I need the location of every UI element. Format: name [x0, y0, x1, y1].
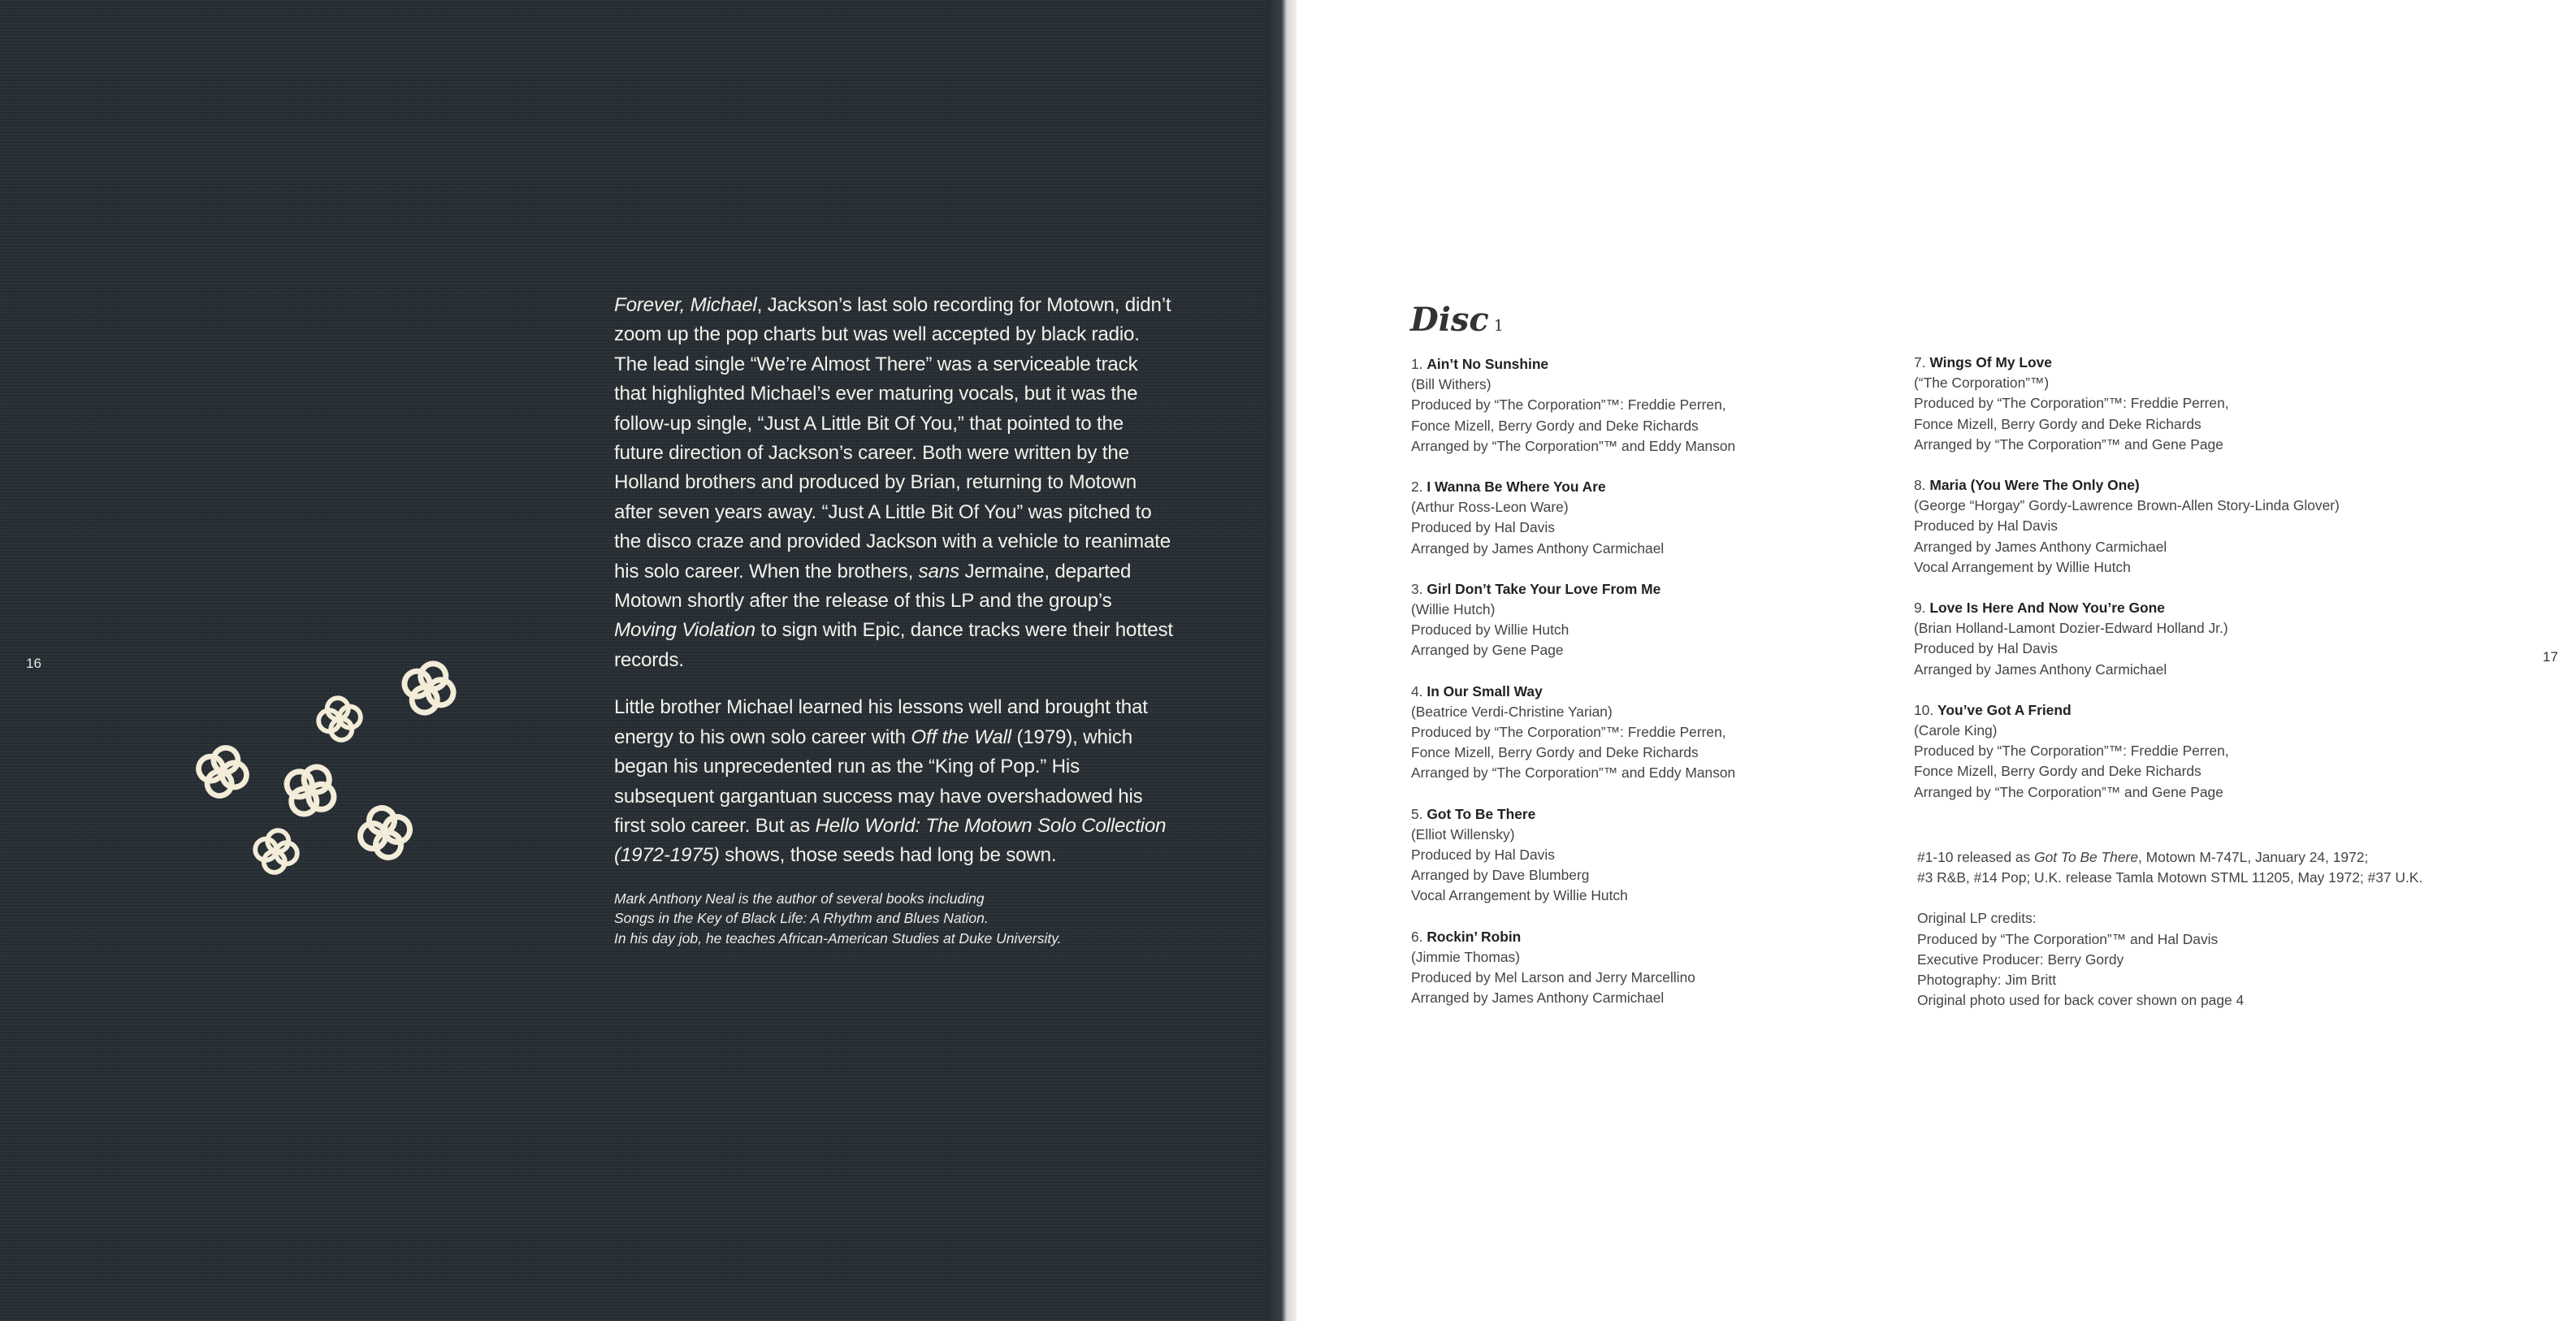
track-number: 4. — [1411, 682, 1423, 699]
disc-heading — [1410, 301, 1504, 339]
track-heading — [1914, 475, 2483, 496]
track-title: Girl Don’t Take Your Love From Me — [1427, 580, 1661, 597]
credits-line: Original LP credits: — [1917, 910, 2037, 927]
track-entry — [1914, 475, 2483, 578]
flower-6 — [252, 827, 301, 876]
track-songwriters: (“The Corporation”™) — [1914, 375, 2050, 392]
flower-5 — [354, 802, 416, 864]
track-credit-line: Fonce Mizell, Berry Gordy and Deke Richards — [1914, 763, 2202, 780]
track-songwriters: (George “Horgay” Gordy-Lawrence Brown-Allen Story-Linda Glover) — [1914, 497, 2340, 514]
track-credit-line: Produced by “The Corporation”™: Freddie Perren, — [1411, 396, 1726, 414]
essay-text: , Jackson’s last solo recording for Motown, didn’t zoom up the pop charts but was well accepted by black radio. The lead single “We’re Almost There” was a serviceable track that highlighted Michael’s ever maturing vocals, but it was the follow-up single, “Just A Little Bit Of You,” that pointed to the future direction of Jackson’s career. Both were written by the Holland brothers and produced by Brian, returning to Motown after seven years away. “Just A Little Bit Of You” was pitched to the disco craze and provided Jackson with a vehicle to reanimate his solo career. When the brothers, — [614, 294, 1171, 583]
track-title: You’ve Got A Friend — [1937, 701, 2072, 718]
essay-text: shows, those seeds had long be sown. — [719, 844, 1057, 867]
track-songwriters: (Arthur Ross-Leon Ware) — [1411, 499, 1569, 516]
page-number-left: 16 — [26, 656, 41, 671]
track-title: Rockin’ Robin — [1427, 928, 1522, 945]
track-songwriters: (Carole King) — [1914, 722, 1998, 739]
flower-ornaments — [179, 646, 471, 890]
track-entry — [1411, 682, 1915, 784]
album-title-moving-violation: Moving Violation — [614, 619, 755, 642]
author-bio-line: In his day job, he teaches African-American Studies at Duke University. — [614, 929, 1062, 946]
left-page — [0, 0, 1284, 1321]
track-credit-line: Arranged by Gene Page — [1411, 642, 1564, 659]
track-heading — [1411, 682, 1915, 702]
track-credit-line: Produced by “The Corporation”™: Freddie Perren, — [1411, 724, 1726, 741]
track-title: Love Is Here And Now You’re Gone — [1929, 600, 2165, 617]
track-entry — [1411, 354, 1915, 457]
flower-1 — [396, 656, 461, 720]
track-title: I Wanna Be Where You Are — [1427, 479, 1606, 496]
flower-3 — [193, 742, 252, 801]
essay-paragraph-2 — [614, 693, 1173, 870]
track-credit-line: Produced by “The Corporation”™: Freddie Perren, — [1914, 743, 2229, 760]
track-credit-line: Fonce Mizell, Berry Gordy and Deke Richards — [1411, 744, 1699, 761]
credits-line: Photography: Jim Britt — [1917, 972, 2057, 989]
album-title-off-the-wall: Off the Wall — [911, 725, 1011, 748]
credits-line: Original photo used for back cover shown on page 4 — [1917, 992, 2245, 1009]
track-credit-line: Arranged by “The Corporation”™ and Eddy Manson — [1411, 764, 1736, 782]
track-credit-line: Fonce Mizell, Berry Gordy and Deke Richards — [1411, 417, 1699, 434]
track-songwriters: (Willie Hutch) — [1411, 601, 1496, 618]
essay-italic-sans: sans — [918, 560, 959, 583]
page-number-right: 17 — [2543, 649, 2558, 665]
track-entry — [1411, 804, 1915, 907]
track-credit-line: Produced by Hal Davis — [1914, 518, 2058, 535]
track-number: 10. — [1914, 701, 1934, 718]
track-heading — [1411, 354, 1915, 375]
credits-line: Executive Producer: Berry Gordy — [1917, 951, 2124, 968]
author-bio-line: Songs in the Key of Black Life: A Rhythm and Blues Nation. — [614, 910, 989, 927]
release-note-text: , Motown M-747L, January 24, 1972; — [2138, 849, 2369, 865]
track-credit-line: Arranged by “The Corporation”™ and Gene Page — [1914, 435, 2223, 453]
album-title-hello-world: Hello World: The Motown Solo Collection (1972-1975) — [614, 814, 1167, 867]
track-credit-line: Arranged by “The Corporation”™ and Eddy Manson — [1411, 437, 1736, 454]
tracklist-right-column — [1914, 353, 2483, 823]
track-songwriters: (Bill Withers) — [1411, 376, 1491, 393]
track-heading — [1914, 598, 2483, 618]
track-songwriters: (Jimmie Thomas) — [1411, 948, 1520, 965]
track-heading — [1914, 700, 2483, 721]
essay-paragraph-1 — [614, 291, 1173, 675]
essay-text: to sign with Epic, dance tracks were their hottest records. — [614, 619, 1173, 671]
essay-text: Jermaine, departed Motown shortly after the release of this LP and the group’s — [614, 560, 1132, 613]
track-title: Got To Be There — [1427, 805, 1536, 822]
track-heading — [1914, 353, 2483, 373]
track-credit-line: Vocal Arrangement by Willie Hutch — [1411, 887, 1628, 904]
release-note-text: #1-10 released as — [1917, 849, 2035, 865]
release-notes — [1917, 847, 2422, 1011]
essay — [614, 291, 1173, 949]
track-credit-line: Fonce Mizell, Berry Gordy and Deke Richards — [1914, 415, 2202, 432]
track-entry — [1914, 353, 2483, 455]
track-credit-line: Produced by Hal Davis — [1411, 519, 1555, 536]
release-note-line-1 — [1917, 847, 2422, 868]
essay-text: Little brother Michael learned his lessons well and brought that energy to his own solo career with — [614, 696, 1148, 748]
right-page — [1297, 0, 2576, 1321]
credits-line: Produced by “The Corporation”™ and Hal Davis — [1917, 930, 2219, 947]
track-credit-line: Arranged by Dave Blumberg — [1411, 867, 1590, 884]
author-bio — [614, 889, 1173, 949]
disc-number: 1 — [1493, 317, 1504, 335]
track-title: Ain’t No Sunshine — [1427, 356, 1549, 372]
track-number: 3. — [1411, 580, 1423, 597]
track-number: 5. — [1411, 805, 1423, 822]
track-title: Wings Of My Love — [1929, 354, 2052, 370]
track-entry — [1411, 927, 1915, 1009]
essay-text: (1979), which began his unprecedented run as the “King of Pop.” His subsequent gargantuan success may have overshadowed his first solo career. But as — [614, 725, 1143, 837]
author-bio-line: Mark Anthony Neal is the author of several books including — [614, 890, 985, 907]
track-entry — [1411, 477, 1915, 559]
track-entry — [1411, 579, 1915, 661]
track-songwriters: (Elliot Willensky) — [1411, 825, 1515, 842]
track-credit-line: Produced by Willie Hutch — [1411, 622, 1569, 639]
track-title: In Our Small Way — [1427, 682, 1543, 699]
track-heading — [1411, 927, 1915, 947]
track-songwriters: (Brian Holland-Lamont Dozier-Edward Holland Jr.) — [1914, 620, 2228, 637]
flower-4 — [276, 756, 345, 825]
track-heading — [1411, 477, 1915, 497]
disc-heading-text: Disc — [1410, 301, 1489, 339]
track-heading — [1411, 804, 1915, 825]
release-album-title: Got To Be There — [2034, 849, 2138, 865]
track-entry — [1914, 700, 2483, 803]
track-credit-line: Arranged by James Anthony Carmichael — [1914, 538, 2167, 555]
track-entry — [1914, 598, 2483, 680]
track-number: 7. — [1914, 354, 1926, 370]
track-credit-line: Produced by Hal Davis — [1914, 640, 2058, 657]
track-number: 2. — [1411, 479, 1423, 496]
track-credit-line: Produced by “The Corporation”™: Freddie Perren, — [1914, 395, 2229, 412]
track-number: 8. — [1914, 477, 1926, 494]
track-credit-line: Vocal Arrangement by Willie Hutch — [1914, 558, 2131, 575]
track-credit-line: Produced by Hal Davis — [1411, 847, 1555, 864]
track-credit-line: Arranged by James Anthony Carmichael — [1914, 660, 2167, 678]
track-songwriters: (Beatrice Verdi-Christine Yarian) — [1411, 703, 1613, 720]
track-title: Maria (You Were The Only One) — [1929, 477, 2140, 494]
track-credit-line: Arranged by James Anthony Carmichael — [1411, 539, 1665, 557]
track-credit-line: Arranged by James Anthony Carmichael — [1411, 990, 1665, 1007]
album-title-forever-michael: Forever, Michael — [614, 294, 757, 316]
track-credit-line: Produced by Mel Larson and Jerry Marcellino — [1411, 969, 1695, 986]
track-number: 1. — [1411, 356, 1423, 372]
track-number: 9. — [1914, 600, 1926, 617]
track-credit-line: Arranged by “The Corporation”™ and Gene Page — [1914, 783, 2223, 800]
track-heading — [1411, 579, 1915, 600]
release-note-line-2: #3 R&B, #14 Pop; U.K. release Tamla Motown STML 11205, May 1972; #37 U.K. — [1917, 869, 2423, 886]
tracklist-left-column — [1411, 354, 1915, 1029]
flower-2 — [315, 695, 364, 743]
track-number: 6. — [1411, 928, 1423, 945]
